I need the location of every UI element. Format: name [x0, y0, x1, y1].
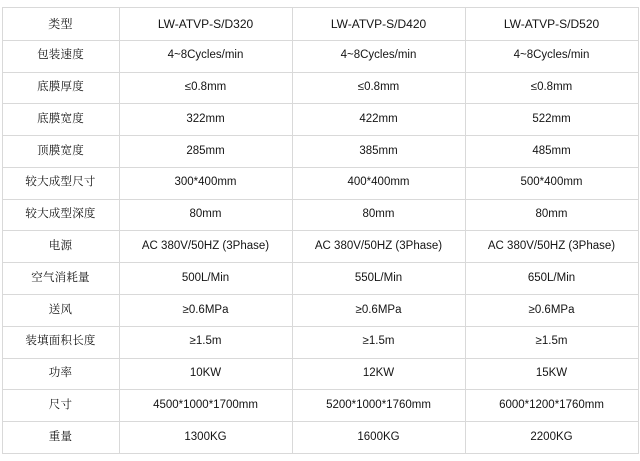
- specification-table: [2, 7, 639, 454]
- row-label: 送风: [2, 295, 119, 327]
- table-body: [2, 8, 638, 454]
- row-value-2: 400*400mm: [292, 167, 465, 199]
- row-value-2: 80mm: [292, 199, 465, 231]
- row-value-1: 4~8Cycles/min: [119, 40, 292, 72]
- row-value-2: ≤0.8mm: [292, 72, 465, 104]
- row-value-1: 10KW: [119, 358, 292, 390]
- header-model-cell-1: LW-ATVP-S/D320: [119, 8, 292, 41]
- table-header-row: [2, 8, 638, 41]
- table-row: [2, 295, 638, 327]
- table-row: [2, 199, 638, 231]
- row-value-1: ≥0.6MPa: [119, 295, 292, 327]
- row-value-3: 2200KG: [465, 422, 638, 454]
- table-row: [2, 326, 638, 358]
- table-row: [2, 263, 638, 295]
- row-label: 较大成型深度: [2, 199, 119, 231]
- row-value-2: 5200*1000*1760mm: [292, 390, 465, 422]
- row-value-1: AC 380V/50HZ (3Phase): [119, 231, 292, 263]
- header-model-cell-2: LW-ATVP-S/D420: [292, 8, 465, 41]
- row-value-2: ≥0.6MPa: [292, 295, 465, 327]
- row-label: 重量: [2, 422, 119, 454]
- table-row: [2, 40, 638, 72]
- row-value-2: 4~8Cycles/min: [292, 40, 465, 72]
- row-label: 包装速度: [2, 40, 119, 72]
- row-label: 较大成型尺寸: [2, 167, 119, 199]
- row-value-1: ≤0.8mm: [119, 72, 292, 104]
- row-value-2: AC 380V/50HZ (3Phase): [292, 231, 465, 263]
- header-model-cell-3: LW-ATVP-S/D520: [465, 8, 638, 41]
- row-value-1: 322mm: [119, 104, 292, 136]
- row-value-3: 4~8Cycles/min: [465, 40, 638, 72]
- header-label-cell: 类型: [2, 8, 119, 41]
- row-value-2: 385mm: [292, 136, 465, 168]
- row-value-1: 80mm: [119, 199, 292, 231]
- row-value-2: 422mm: [292, 104, 465, 136]
- row-value-3: ≥0.6MPa: [465, 295, 638, 327]
- table-row: [2, 136, 638, 168]
- row-label: 电源: [2, 231, 119, 263]
- row-value-1: 285mm: [119, 136, 292, 168]
- row-value-3: 80mm: [465, 199, 638, 231]
- row-value-1: 1300KG: [119, 422, 292, 454]
- row-value-3: ≤0.8mm: [465, 72, 638, 104]
- row-label: 底膜厚度: [2, 72, 119, 104]
- row-value-3: AC 380V/50HZ (3Phase): [465, 231, 638, 263]
- table-row: [2, 358, 638, 390]
- row-value-1: ≥1.5m: [119, 326, 292, 358]
- row-value-2: 12KW: [292, 358, 465, 390]
- row-value-1: 500L/Min: [119, 263, 292, 295]
- table-row: [2, 390, 638, 422]
- table-row: [2, 72, 638, 104]
- table-row: [2, 231, 638, 263]
- table-row: [2, 422, 638, 454]
- row-label: 底膜宽度: [2, 104, 119, 136]
- row-value-1: 4500*1000*1700mm: [119, 390, 292, 422]
- row-value-3: ≥1.5m: [465, 326, 638, 358]
- row-label: 尺寸: [2, 390, 119, 422]
- row-value-3: 6000*1200*1760mm: [465, 390, 638, 422]
- row-label: 装填面积长度: [2, 326, 119, 358]
- row-value-3: 522mm: [465, 104, 638, 136]
- row-value-3: 650L/Min: [465, 263, 638, 295]
- row-value-3: 15KW: [465, 358, 638, 390]
- table-row: [2, 104, 638, 136]
- row-value-3: 485mm: [465, 136, 638, 168]
- row-value-3: 500*400mm: [465, 167, 638, 199]
- row-label: 顶膜宽度: [2, 136, 119, 168]
- row-value-2: 1600KG: [292, 422, 465, 454]
- table-row: [2, 167, 638, 199]
- row-label: 空气消耗量: [2, 263, 119, 295]
- row-value-2: ≥1.5m: [292, 326, 465, 358]
- row-value-1: 300*400mm: [119, 167, 292, 199]
- row-value-2: 550L/Min: [292, 263, 465, 295]
- row-label: 功率: [2, 358, 119, 390]
